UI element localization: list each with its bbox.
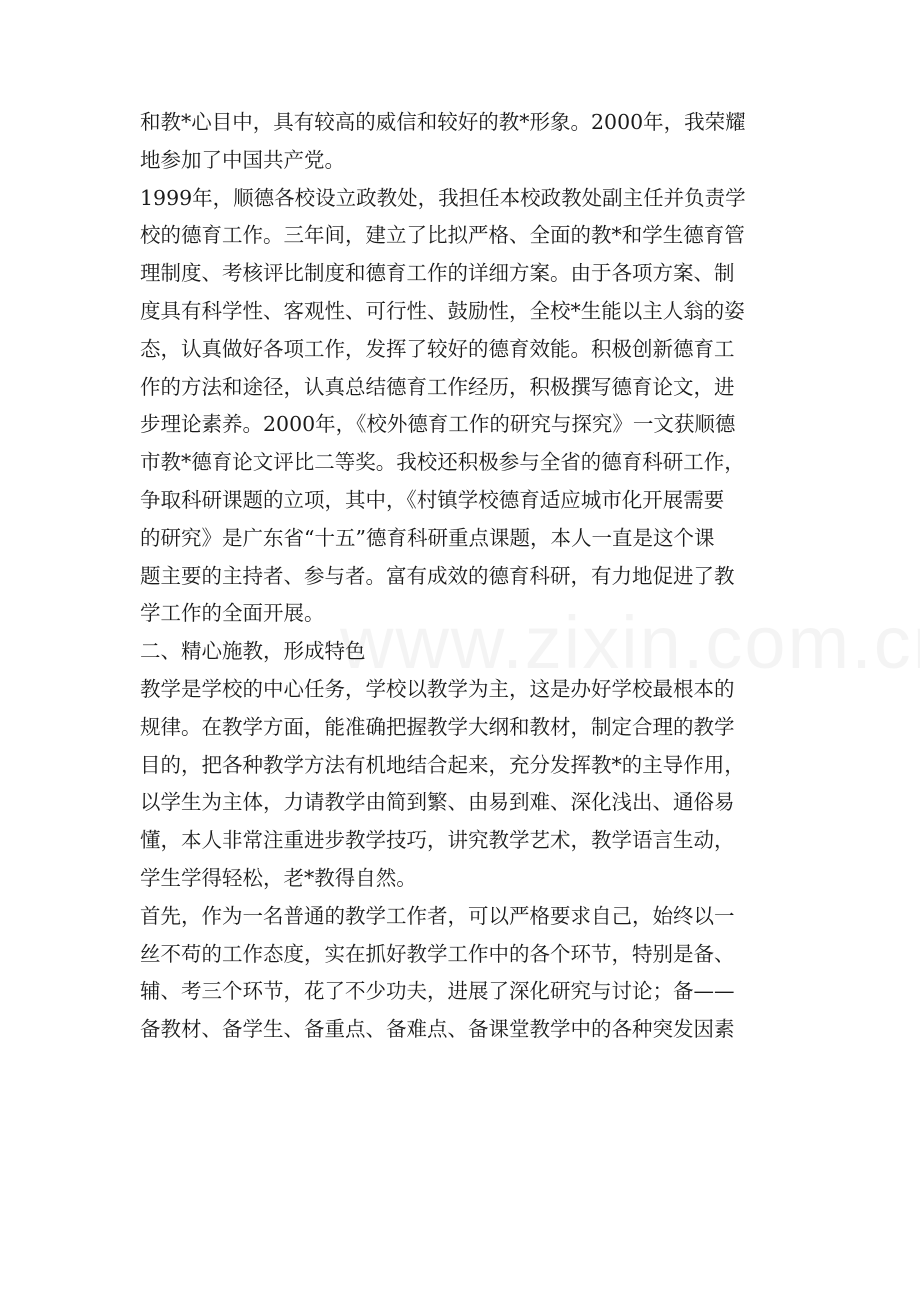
text-line: 辅、考三个环节，花了不少功夫，进展了深化研究与讨论；备—— <box>140 979 735 1004</box>
text-line: 教学是学校的中心任务，学校以教学为主，这是办好学校最根本的 <box>140 676 735 701</box>
text-line: 市教*德育论文评比二等奖。我校还积极参与全省的德育科研工作， <box>140 450 745 475</box>
text-line: 态，认真做好各项工作，发挥了较好的德育效能。积极创新德育工 <box>140 336 735 361</box>
text-line: 备教材、备学生、备重点、备难点、备课堂教学中的各种突发因素 <box>140 1017 735 1042</box>
text-line: 题主要的主持者、参与者。富有成效的德育科研，有力地促进了教 <box>140 563 735 588</box>
text-line: 步理论素养。2000年，《校外德育工作的研究与探究》一文获顺德 <box>140 412 736 437</box>
text-line: 理制度、考核评比制度和德育工作的详细方案。由于各项方案、制 <box>140 261 735 286</box>
text-line: 争取科研课题的立项，其中，《村镇学校德育适应城市化开展需要 <box>140 487 725 512</box>
text-line: 规律。在教学方面，能准确把握教学大纲和教材，制定合理的教学 <box>140 714 735 739</box>
text-line: 学工作的全面开展。 <box>140 601 325 626</box>
text-line: 地参加了中国共产党。 <box>140 147 345 172</box>
text-line: 的研究》是广东省“十五”德育科研重点课题，本人一直是这个课 <box>140 525 715 550</box>
text-line: 丝不苟的工作态度，实在抓好教学工作中的各个环节，特别是备、 <box>140 941 735 966</box>
section-heading: 二、精心施教，形成特色 <box>140 639 366 664</box>
text-line: 1999年，顺德各校设立政教处，我担任本校政教处副主任并负责学 <box>140 185 746 210</box>
text-line: 懂，本人非常注重进步教学技巧，讲究教学艺术，教学语言生动， <box>140 828 735 853</box>
text-line: 作的方法和途径，认真总结德育工作经历，积极撰写德育论文，进 <box>140 374 735 399</box>
text-line: 和教*心目中，具有较高的威信和较好的教*形象。2000年，我荣耀 <box>140 110 746 134</box>
text-line: 校的德育工作。三年间，建立了比拟严格、全面的教*和学生德育管 <box>140 223 745 248</box>
text-line: 首先，作为一名普通的教学工作者，可以严格要求自己，始终以一 <box>140 903 735 928</box>
text-line: 以学生为主体，力请教学由简到繁、由易到难、深化浅出、通俗易 <box>140 790 735 815</box>
text-line: 学生学得轻松，老*教得自然。 <box>140 865 417 890</box>
text-line: 度具有科学性、客观性、可行性、鼓励性，全校*生能以主人翁的姿 <box>140 298 745 323</box>
body-text <box>140 104 780 1049</box>
text-line: 目的，把各种教学方法有机地结合起来，充分发挥教*的主导作用， <box>140 752 745 777</box>
